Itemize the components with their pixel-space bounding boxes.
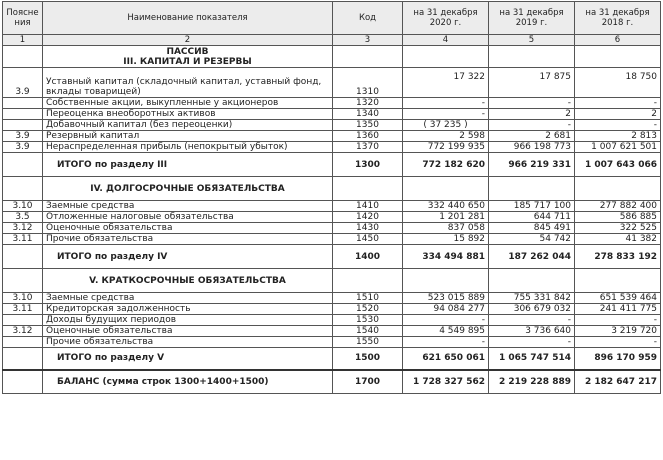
table-row	[3, 68, 661, 98]
row-value-2020: 94 084 277	[403, 304, 489, 315]
column-number: 1	[3, 35, 43, 46]
balance-value-2019: 2 219 228 889	[489, 370, 575, 394]
total-value-2018: 278 833 192	[575, 245, 661, 269]
column-number: 5	[489, 35, 575, 46]
header-2020: на 31 декабря 2020 г.	[403, 2, 489, 35]
row-value-2018: 241 411 775	[575, 304, 661, 315]
row-value-2020: 523 015 889	[403, 293, 489, 304]
row-value-2020: 2 598	[403, 131, 489, 142]
row-value-2020: 772 199 935	[403, 142, 489, 153]
row-note: 3.11	[3, 304, 43, 315]
row-value-2020: 837 058	[403, 223, 489, 234]
row-note: 3.12	[3, 223, 43, 234]
row-value-2018: 277 882 400	[575, 201, 661, 212]
row-name: Оценочные обязательства	[43, 326, 333, 337]
row-value-2020: -	[403, 315, 489, 326]
row-value-2018: 3 219 720	[575, 326, 661, 337]
header-2018: на 31 декабря 2018 г.	[575, 2, 661, 35]
table-row	[3, 98, 661, 109]
balance-row	[3, 370, 661, 394]
column-number: 3	[333, 35, 403, 46]
row-value-2019: -	[489, 337, 575, 348]
row-code: 1550	[333, 337, 403, 348]
section-title: V. КРАТКОСРОЧНЫЕ ОБЯЗАТЕЛЬСТВА	[43, 269, 333, 293]
row-name: Прочие обязательства	[43, 234, 333, 245]
total-row	[3, 348, 661, 370]
table-row	[3, 120, 661, 131]
balance-value-2020: 1 728 327 562	[403, 370, 489, 394]
row-value-2019: 306 679 032	[489, 304, 575, 315]
table-row	[3, 223, 661, 234]
row-value-2018: 1 007 621 501	[575, 142, 661, 153]
row-value-2018: -	[575, 120, 661, 131]
row-code: 1520	[333, 304, 403, 315]
header-2019: на 31 декабря 2019 г.	[489, 2, 575, 35]
row-code: 1370	[333, 142, 403, 153]
balance-value-2018: 2 182 647 217	[575, 370, 661, 394]
row-name: Кредиторская задолженность	[43, 304, 333, 315]
total-code: 1500	[333, 348, 403, 370]
total-value-2018: 896 170 959	[575, 348, 661, 370]
row-code: 1320	[333, 98, 403, 109]
row-value-2020: 15 892	[403, 234, 489, 245]
row-value-2020: ( 37 235 )	[403, 120, 489, 131]
row-value-2019: 755 331 842	[489, 293, 575, 304]
passive-title: ПАССИВ	[166, 46, 209, 57]
row-code: 1310	[333, 68, 403, 98]
row-note: 3.10	[3, 201, 43, 212]
total-code: 1300	[333, 153, 403, 177]
row-name: Уставный капитал (складочный капитал, уставный фонд, вклады товарищей)	[43, 68, 333, 98]
table-row	[3, 337, 661, 348]
table-row	[3, 142, 661, 153]
row-value-2019: 54 742	[489, 234, 575, 245]
row-code: 1420	[333, 212, 403, 223]
row-code: 1360	[333, 131, 403, 142]
column-number: 2	[43, 35, 333, 46]
total-value-2019: 1 065 747 514	[489, 348, 575, 370]
row-note	[3, 109, 43, 120]
row-code: 1450	[333, 234, 403, 245]
row-value-2018: -	[575, 315, 661, 326]
row-name: Добавочный капитал (без переоценки)	[43, 120, 333, 131]
row-name: Собственные акции, выкупленные у акционеров	[43, 98, 333, 109]
table-row	[3, 293, 661, 304]
row-value-2019: -	[489, 98, 575, 109]
row-code: 1340	[333, 109, 403, 120]
row-value-2020: 1 201 281	[403, 212, 489, 223]
row-note: 3.11	[3, 234, 43, 245]
total-name: ИТОГО по разделу III	[43, 153, 333, 177]
row-code: 1510	[333, 293, 403, 304]
row-value-2019: 17 875	[489, 68, 575, 98]
row-code: 1410	[333, 201, 403, 212]
row-value-2020: -	[403, 337, 489, 348]
row-value-2019: 2 681	[489, 131, 575, 142]
header-name: Наименование показателя	[43, 2, 333, 35]
column-number: 6	[575, 35, 661, 46]
row-value-2018: 2	[575, 109, 661, 120]
balance-code: 1700	[333, 370, 403, 394]
row-value-2018: 41 382	[575, 234, 661, 245]
table-row	[3, 326, 661, 337]
row-note: 3.9	[3, 68, 43, 98]
row-value-2018: 322 525	[575, 223, 661, 234]
row-name: Доходы будущих периодов	[43, 315, 333, 326]
table-row	[3, 131, 661, 142]
row-note	[3, 120, 43, 131]
total-value-2019: 187 262 044	[489, 245, 575, 269]
row-value-2020: 332 440 650	[403, 201, 489, 212]
row-value-2018: -	[575, 337, 661, 348]
table-row	[3, 304, 661, 315]
row-value-2018: 18 750	[575, 68, 661, 98]
total-value-2020: 621 650 061	[403, 348, 489, 370]
row-note: 3.9	[3, 142, 43, 153]
table-row	[3, 212, 661, 223]
row-value-2019: 185 717 100	[489, 201, 575, 212]
row-value-2018: 651 539 464	[575, 293, 661, 304]
total-value-2020: 334 494 881	[403, 245, 489, 269]
row-name: Оценочные обязательства	[43, 223, 333, 234]
section-title-row	[3, 177, 661, 201]
row-value-2018: 2 813	[575, 131, 661, 142]
row-code: 1540	[333, 326, 403, 337]
total-value-2018: 1 007 643 066	[575, 153, 661, 177]
section-title: IV. ДОЛГОСРОЧНЫЕ ОБЯЗАТЕЛЬСТВА	[43, 177, 333, 201]
total-row	[3, 245, 661, 269]
row-value-2019: 966 198 773	[489, 142, 575, 153]
header-row	[3, 2, 661, 35]
row-name: Отложенные налоговые обязательства	[43, 212, 333, 223]
row-name: Резервный капитал	[43, 131, 333, 142]
row-value-2019: 3 736 640	[489, 326, 575, 337]
column-number-row	[3, 35, 661, 46]
section-title-row	[3, 46, 661, 68]
row-value-2020: -	[403, 98, 489, 109]
row-value-2020: 17 322	[403, 68, 489, 98]
total-code: 1400	[333, 245, 403, 269]
row-name: Прочие обязательства	[43, 337, 333, 348]
row-code: 1430	[333, 223, 403, 234]
row-value-2019: 2	[489, 109, 575, 120]
row-code: 1530	[333, 315, 403, 326]
row-note	[3, 315, 43, 326]
row-value-2020: -	[403, 109, 489, 120]
table-row	[3, 234, 661, 245]
row-note	[3, 98, 43, 109]
row-name: Заемные средства	[43, 293, 333, 304]
balance-name: БАЛАНС (сумма строк 1300+1400+1500)	[43, 370, 333, 394]
section-title-row	[3, 269, 661, 293]
total-name: ИТОГО по разделу IV	[43, 245, 333, 269]
total-value-2020: 772 182 620	[403, 153, 489, 177]
table-row	[3, 109, 661, 120]
table-row	[3, 201, 661, 212]
row-name: Переоценка внеоборотных активов	[43, 109, 333, 120]
row-note: 3.12	[3, 326, 43, 337]
row-note: 3.9	[3, 131, 43, 142]
row-value-2020: 4 549 895	[403, 326, 489, 337]
header-note: Поясне ния	[3, 2, 43, 35]
column-number: 4	[403, 35, 489, 46]
header-code: Код	[333, 2, 403, 35]
row-value-2019: -	[489, 315, 575, 326]
row-value-2019: 845 491	[489, 223, 575, 234]
row-code: 1350	[333, 120, 403, 131]
section-title: III. КАПИТАЛ И РЕЗЕРВЫ	[123, 56, 252, 67]
row-value-2018: 586 885	[575, 212, 661, 223]
table-row	[3, 315, 661, 326]
total-name: ИТОГО по разделу V	[43, 348, 333, 370]
row-value-2019: -	[489, 120, 575, 131]
row-name: Нераспределенная прибыль (непокрытый убыток)	[43, 142, 333, 153]
total-row	[3, 153, 661, 177]
row-note: 3.10	[3, 293, 43, 304]
row-note: 3.5	[3, 212, 43, 223]
total-value-2019: 966 219 331	[489, 153, 575, 177]
row-value-2019: 644 711	[489, 212, 575, 223]
balance-sheet-table	[2, 1, 661, 394]
row-note	[3, 337, 43, 348]
row-name: Заемные средства	[43, 201, 333, 212]
row-value-2018: -	[575, 98, 661, 109]
